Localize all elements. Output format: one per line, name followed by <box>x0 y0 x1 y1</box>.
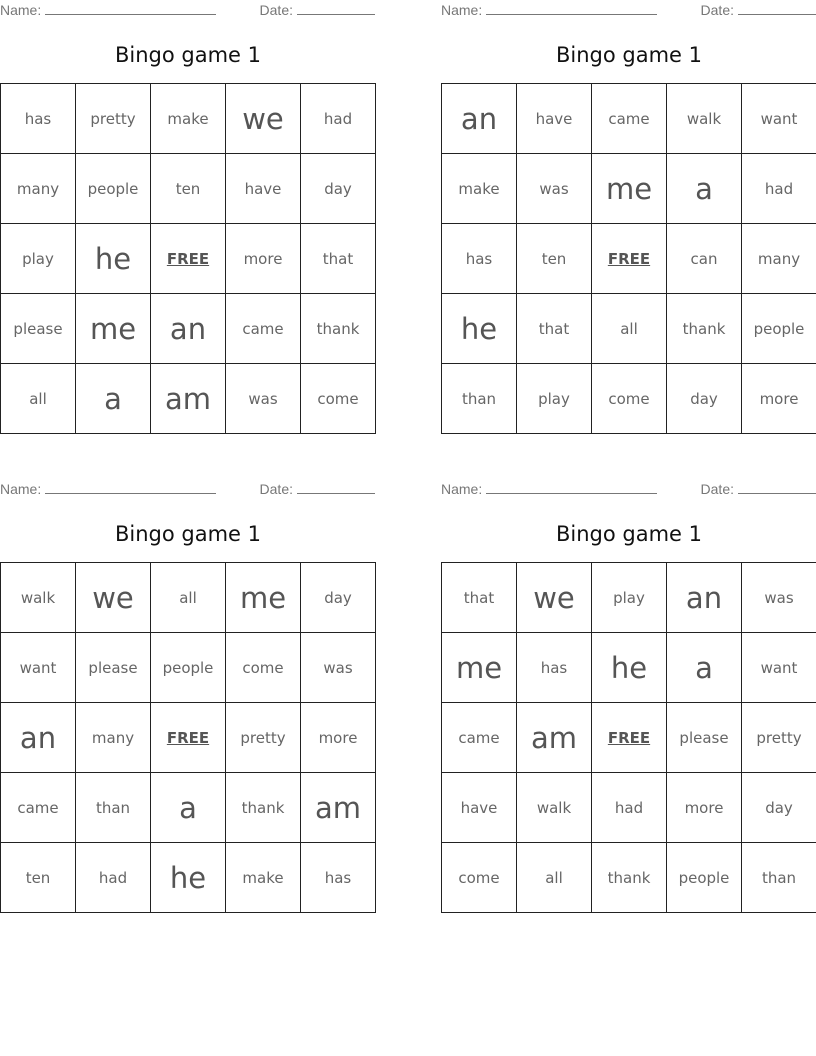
bingo-row <box>442 773 816 843</box>
bingo-cell: come <box>592 364 667 434</box>
bingo-cell: have <box>226 154 301 224</box>
bingo-card <box>441 479 816 913</box>
free-space: FREE <box>592 703 667 773</box>
bingo-cell: more <box>742 364 816 434</box>
bingo-cell: can <box>667 224 742 294</box>
card-header <box>441 0 816 22</box>
date-field <box>260 2 375 18</box>
bingo-cell: play <box>517 364 592 434</box>
date-blank-line <box>738 492 816 494</box>
bingo-cell: we <box>226 84 301 154</box>
card-header <box>0 479 376 501</box>
bingo-cell: day <box>742 773 816 843</box>
bingo-cell: came <box>1 773 76 843</box>
free-space: FREE <box>151 224 226 294</box>
bingo-cell: a <box>667 154 742 224</box>
name-blank-line <box>486 13 657 15</box>
bingo-cell: was <box>517 154 592 224</box>
bingo-grid <box>0 83 376 434</box>
bingo-cell: am <box>151 364 226 434</box>
bingo-cell: came <box>592 84 667 154</box>
bingo-cell: day <box>667 364 742 434</box>
bingo-cell: day <box>301 154 376 224</box>
date-label: Date: <box>700 2 734 18</box>
bingo-cell: an <box>442 84 517 154</box>
bingo-cell: people <box>667 843 742 913</box>
bingo-cell: me <box>592 154 667 224</box>
bingo-cell: come <box>226 633 301 703</box>
bingo-cell: make <box>151 84 226 154</box>
bingo-cell: me <box>76 294 151 364</box>
bingo-cell: was <box>742 563 816 633</box>
bingo-cell: want <box>742 84 816 154</box>
bingo-cell: people <box>742 294 816 364</box>
bingo-cell: an <box>1 703 76 773</box>
bingo-cell: people <box>76 154 151 224</box>
name-label: Name: <box>0 2 42 18</box>
bingo-row <box>1 563 376 633</box>
bingo-cell: a <box>151 773 226 843</box>
bingo-cell: that <box>517 294 592 364</box>
bingo-cell: was <box>226 364 301 434</box>
bingo-cell: play <box>592 563 667 633</box>
bingo-card <box>441 0 816 434</box>
free-space: FREE <box>151 703 226 773</box>
free-space: FREE <box>592 224 667 294</box>
name-label: Name: <box>441 2 483 18</box>
bingo-cell: came <box>442 703 517 773</box>
bingo-cell: please <box>1 294 76 364</box>
bingo-cell: want <box>1 633 76 703</box>
bingo-cell: a <box>667 633 742 703</box>
card-title: Bingo game 1 <box>555 43 702 67</box>
bingo-cell: many <box>742 224 816 294</box>
card-title: Bingo game 1 <box>114 522 261 546</box>
bingo-cell: thank <box>667 294 742 364</box>
bingo-cell: make <box>442 154 517 224</box>
bingo-row <box>1 703 376 773</box>
bingo-cell: thank <box>592 843 667 913</box>
bingo-row <box>442 224 816 294</box>
bingo-cell: all <box>1 364 76 434</box>
bingo-row <box>1 364 376 434</box>
bingo-cell: an <box>667 563 742 633</box>
bingo-row <box>442 563 816 633</box>
bingo-cell: want <box>742 633 816 703</box>
bingo-row <box>442 703 816 773</box>
name-blank-line <box>486 492 657 494</box>
date-blank-line <box>738 13 816 15</box>
name-field <box>0 481 216 497</box>
bingo-row <box>1 773 376 843</box>
bingo-row <box>442 154 816 224</box>
bingo-cell: please <box>667 703 742 773</box>
bingo-row <box>442 633 816 703</box>
bingo-cell: he <box>151 843 226 913</box>
bingo-cell: people <box>151 633 226 703</box>
bingo-card <box>0 479 376 913</box>
bingo-cell: have <box>442 773 517 843</box>
bingo-cell: that <box>301 224 376 294</box>
bingo-cell: pretty <box>226 703 301 773</box>
bingo-row <box>1 843 376 913</box>
bingo-cell: than <box>76 773 151 843</box>
date-field <box>701 481 816 497</box>
bingo-cell: many <box>76 703 151 773</box>
name-blank-line <box>45 13 216 15</box>
bingo-cell: me <box>442 633 517 703</box>
bingo-cell: pretty <box>76 84 151 154</box>
bingo-cell: all <box>151 563 226 633</box>
bingo-cell: ten <box>1 843 76 913</box>
bingo-row <box>442 294 816 364</box>
bingo-cell: than <box>442 364 517 434</box>
bingo-cell: has <box>301 843 376 913</box>
bingo-cell: please <box>76 633 151 703</box>
bingo-cell: than <box>742 843 816 913</box>
date-label: Date: <box>700 481 734 497</box>
bingo-cell: more <box>226 224 301 294</box>
date-label: Date: <box>259 481 293 497</box>
name-field <box>0 2 216 18</box>
bingo-cell: was <box>301 633 376 703</box>
name-field <box>441 2 657 18</box>
bingo-cell: has <box>1 84 76 154</box>
bingo-cell: had <box>742 154 816 224</box>
bingo-cell: all <box>592 294 667 364</box>
bingo-grid <box>0 562 376 913</box>
bingo-row <box>1 294 376 364</box>
bingo-cell: more <box>301 703 376 773</box>
bingo-cell: had <box>301 84 376 154</box>
name-label: Name: <box>0 481 42 497</box>
bingo-cell: he <box>76 224 151 294</box>
bingo-cell: pretty <box>742 703 816 773</box>
bingo-cell: play <box>1 224 76 294</box>
bingo-card <box>0 0 376 434</box>
bingo-cell: more <box>667 773 742 843</box>
bingo-cell: he <box>592 633 667 703</box>
bingo-row <box>442 843 816 913</box>
date-field <box>260 481 375 497</box>
bingo-cell: have <box>517 84 592 154</box>
bingo-grid <box>441 83 816 434</box>
bingo-cell: that <box>442 563 517 633</box>
bingo-cell: thank <box>301 294 376 364</box>
bingo-cell: an <box>151 294 226 364</box>
name-label: Name: <box>441 481 483 497</box>
bingo-cell: many <box>1 154 76 224</box>
bingo-grid <box>441 562 816 913</box>
date-blank-line <box>297 13 375 15</box>
bingo-cell: came <box>226 294 301 364</box>
date-field <box>701 2 816 18</box>
card-header <box>441 479 816 501</box>
bingo-cell: am <box>517 703 592 773</box>
bingo-cell: come <box>301 364 376 434</box>
bingo-cell: day <box>301 563 376 633</box>
card-header <box>0 0 376 22</box>
bingo-cell: all <box>517 843 592 913</box>
bingo-row <box>1 154 376 224</box>
date-blank-line <box>297 492 375 494</box>
bingo-cell: has <box>442 224 517 294</box>
bingo-cell: make <box>226 843 301 913</box>
bingo-cell: come <box>442 843 517 913</box>
name-field <box>441 481 657 497</box>
date-label: Date: <box>259 2 293 18</box>
name-blank-line <box>45 492 216 494</box>
bingo-row <box>1 633 376 703</box>
card-title: Bingo game 1 <box>555 522 702 546</box>
card-title: Bingo game 1 <box>114 43 261 67</box>
bingo-cell: he <box>442 294 517 364</box>
bingo-cell: thank <box>226 773 301 843</box>
bingo-cell: walk <box>517 773 592 843</box>
bingo-cell: ten <box>517 224 592 294</box>
bingo-row <box>442 84 816 154</box>
bingo-row <box>1 224 376 294</box>
bingo-cell: we <box>517 563 592 633</box>
bingo-cell: a <box>76 364 151 434</box>
bingo-cell: we <box>76 563 151 633</box>
bingo-cell: walk <box>667 84 742 154</box>
bingo-cell: has <box>517 633 592 703</box>
bingo-row <box>442 364 816 434</box>
bingo-cell: walk <box>1 563 76 633</box>
bingo-cell: had <box>76 843 151 913</box>
bingo-cell: me <box>226 563 301 633</box>
bingo-cell: had <box>592 773 667 843</box>
bingo-cell: am <box>301 773 376 843</box>
bingo-row <box>1 84 376 154</box>
bingo-cell: ten <box>151 154 226 224</box>
